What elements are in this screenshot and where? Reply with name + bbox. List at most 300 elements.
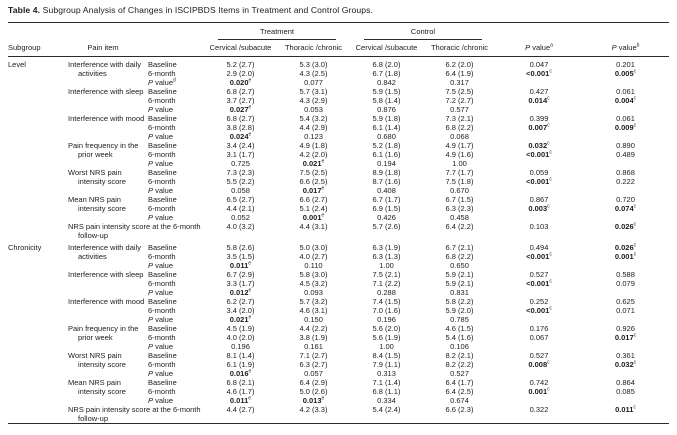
value-cell: 0.194 bbox=[377, 159, 396, 168]
value-cell: 0.005$^c$ bbox=[614, 68, 637, 78]
column-header-pain-item: Pain item bbox=[58, 40, 148, 57]
value-cell: 0.831 bbox=[450, 288, 469, 297]
spanner-spacer-right bbox=[496, 23, 669, 41]
measure-cell: 6-month bbox=[148, 69, 176, 78]
value-cell: 0.150 bbox=[304, 315, 323, 324]
value-cell: 6.7 (2.1) bbox=[445, 243, 474, 252]
value-cell: 3.8 (1.9) bbox=[299, 333, 328, 342]
value-cell: 7.5 (1.8) bbox=[445, 177, 474, 186]
measure-cell: Baseline bbox=[148, 168, 177, 177]
value-cell: 0.123 bbox=[304, 132, 323, 141]
value-cell: 7.1 (2.2) bbox=[372, 279, 401, 288]
value-cell: 0.008$^c$ bbox=[528, 359, 550, 369]
value-cell: 3.5 (1.5) bbox=[226, 252, 255, 261]
measure-cell: P value bbox=[148, 342, 174, 351]
value-cell: 0.222 bbox=[616, 177, 635, 186]
value-cell: 0.026$^c$ bbox=[614, 242, 637, 252]
value-cell: 4.6 (3.1) bbox=[299, 306, 328, 315]
value-cell: 0.093 bbox=[304, 288, 323, 297]
value-cell: 0.494 bbox=[529, 243, 549, 252]
value-cell: 0.842 bbox=[377, 78, 396, 87]
value-cell: 3.7 (2.7) bbox=[226, 96, 255, 105]
pain-item-cell: Interference with sleep bbox=[68, 270, 144, 279]
value-cell: 0.742 bbox=[529, 378, 549, 387]
value-cell: 7.0 (1.6) bbox=[372, 306, 401, 315]
value-cell bbox=[496, 186, 582, 195]
column-header-measure bbox=[148, 40, 204, 57]
control-group-header bbox=[350, 23, 496, 41]
value-cell: 5.9 (1.8) bbox=[372, 114, 401, 123]
value-cell: 0.322 bbox=[529, 405, 549, 414]
measure-cell: P value bbox=[148, 186, 174, 195]
value-cell: 0.007$^c$ bbox=[528, 122, 550, 132]
measure-cell: 6-month bbox=[148, 252, 176, 261]
value-cell: 0.077 bbox=[304, 78, 323, 87]
measure-cell: Baseline bbox=[148, 351, 177, 360]
value-cell bbox=[496, 213, 582, 222]
measure-cell: Baseline bbox=[148, 87, 177, 96]
value-cell: 1.00 bbox=[452, 159, 467, 168]
value-cell: 0.014$^c$ bbox=[528, 95, 550, 105]
value-cell: 0.890 bbox=[616, 141, 635, 150]
value-cell: 5.5 (2.2) bbox=[226, 177, 255, 186]
value-cell: 0.011e bbox=[229, 260, 252, 270]
value-cell: 0.864 bbox=[616, 378, 635, 387]
measure-cell: P value$^d$ bbox=[148, 77, 176, 87]
value-cell: 1.00 bbox=[379, 261, 394, 270]
table-number-label: Table 4. bbox=[8, 5, 41, 15]
value-cell: 5.9 (2.0) bbox=[445, 306, 474, 315]
value-cell: 0.026$^c$ bbox=[614, 221, 637, 231]
value-cell: 5.1 (2.4) bbox=[299, 204, 328, 213]
value-cell: 5.4 (1.6) bbox=[445, 333, 474, 342]
value-cell: 0.061 bbox=[616, 114, 635, 123]
value-cell: 0.053 bbox=[304, 105, 323, 114]
value-cell bbox=[496, 159, 582, 168]
measure-cell: P value bbox=[148, 396, 174, 405]
value-cell: 0.032$^c$ bbox=[528, 140, 550, 150]
value-cell: 0.011$^c$ bbox=[615, 404, 636, 414]
value-cell: 0.625 bbox=[616, 297, 635, 306]
value-cell: 6.6 (2.3) bbox=[445, 405, 474, 414]
column-header-p-value-a: P value$^a$ bbox=[496, 40, 582, 57]
value-cell: 0.196 bbox=[231, 342, 250, 351]
value-cell: 5.7 (3.1) bbox=[299, 87, 328, 96]
value-cell: 0.176 bbox=[529, 324, 549, 333]
value-cell: 0.012e bbox=[229, 287, 252, 297]
pain-item-cell: Worst NRS pain intensity score bbox=[68, 351, 126, 369]
column-header-treatment-cervical: Cervical /subacute bbox=[204, 40, 277, 57]
value-cell: 0.068 bbox=[450, 132, 469, 141]
table-row bbox=[8, 378, 669, 387]
value-cell: 7.5 (2.5) bbox=[445, 87, 474, 96]
measure-cell: 6-month bbox=[148, 150, 176, 159]
table-row bbox=[8, 195, 669, 204]
value-cell: 0.876 bbox=[377, 105, 396, 114]
value-cell: 3.8 (2.8) bbox=[226, 123, 255, 132]
value-cell bbox=[496, 261, 582, 270]
value-cell: 0.021e bbox=[302, 158, 325, 168]
measure-cell: P value bbox=[148, 315, 174, 324]
value-cell: 8.2 (2.1) bbox=[445, 351, 474, 360]
value-cell: 0.196 bbox=[377, 315, 396, 324]
value-cell: 0.103 bbox=[529, 222, 549, 231]
value-cell: 6.3 (1.9) bbox=[372, 243, 401, 252]
value-cell: 6.6 (2.5) bbox=[299, 177, 328, 186]
value-cell: 6.4 (2.5) bbox=[445, 387, 474, 396]
value-cell: 0.201 bbox=[616, 60, 635, 69]
measure-cell: 6-month bbox=[148, 387, 176, 396]
value-cell bbox=[582, 213, 669, 222]
value-cell: 5.9 (2.1) bbox=[445, 279, 474, 288]
value-cell bbox=[496, 396, 582, 405]
value-cell: 3.4 (2.4) bbox=[226, 141, 255, 150]
value-cell: 5.3 (3.0) bbox=[299, 60, 328, 69]
pain-item-cell: Worst NRS pain intensity score bbox=[68, 168, 126, 186]
value-cell: 6.3 (2.7) bbox=[299, 360, 328, 369]
table-row bbox=[8, 222, 669, 240]
pain-item-cell: Interference with sleep bbox=[68, 87, 144, 96]
value-cell: 0.288 bbox=[377, 288, 396, 297]
value-cell: 0.071 bbox=[616, 306, 635, 315]
measure-cell: P value bbox=[148, 369, 174, 378]
value-cell: 0.426 bbox=[377, 213, 396, 222]
measure-cell: 6-month bbox=[148, 177, 176, 186]
value-cell: 6.8 (2.7) bbox=[226, 87, 255, 96]
value-cell: 0.399 bbox=[529, 114, 549, 123]
value-cell: 0.032$^c$ bbox=[614, 359, 637, 369]
measure-cell: P value bbox=[148, 213, 174, 222]
value-cell: 4.5 (3.2) bbox=[299, 279, 328, 288]
measure-cell: 6-month bbox=[148, 204, 176, 213]
value-cell: <0.001$^c$ bbox=[526, 149, 552, 159]
value-cell: 5.8 (2.2) bbox=[445, 297, 474, 306]
value-cell bbox=[496, 78, 582, 87]
value-cell: 6.4 (1.7) bbox=[445, 378, 474, 387]
pain-item-cell: NRS pain intensity score at the 6-month follow-up bbox=[68, 405, 201, 423]
value-cell: 0.020e bbox=[229, 77, 252, 87]
value-cell: 0.079 bbox=[616, 279, 635, 288]
measure-cell: 6-month bbox=[148, 279, 176, 288]
value-cell: 4.9 (1.6) bbox=[445, 150, 474, 159]
value-cell: 0.024e bbox=[229, 131, 252, 141]
value-cell: 8.1 (1.4) bbox=[226, 351, 255, 360]
value-cell: 6.7 (1.5) bbox=[445, 195, 474, 204]
value-cell: <0.001$^c$ bbox=[526, 305, 552, 315]
value-cell bbox=[582, 186, 669, 195]
value-cell: 8.4 (1.5) bbox=[372, 351, 401, 360]
value-cell: 5.0 (3.0) bbox=[299, 243, 328, 252]
value-cell: 0.021e bbox=[229, 314, 252, 324]
value-cell: 0.009$^c$ bbox=[614, 122, 637, 132]
table-title bbox=[8, 5, 669, 16]
value-cell: 8.7 (1.6) bbox=[372, 177, 401, 186]
value-cell: 3.3 (1.7) bbox=[226, 279, 255, 288]
table-row bbox=[8, 240, 669, 252]
pain-item-cell: Pain frequency in the prior week bbox=[68, 141, 139, 159]
value-cell: 6.2 (2.7) bbox=[226, 297, 255, 306]
value-cell: 0.317 bbox=[450, 78, 469, 87]
value-cell bbox=[582, 396, 669, 405]
value-cell: 7.3 (2.1) bbox=[445, 114, 474, 123]
value-cell: 0.016e bbox=[229, 368, 252, 378]
value-cell: 6.8 (2.2) bbox=[445, 252, 474, 261]
value-cell: 6.7 (1.8) bbox=[372, 69, 401, 78]
value-cell: 4.0 (2.7) bbox=[299, 252, 328, 261]
table-row bbox=[8, 114, 669, 123]
pain-item-cell: Interference with mood bbox=[68, 297, 145, 306]
value-cell bbox=[496, 315, 582, 324]
value-cell: 0.527 bbox=[529, 351, 549, 360]
table-row bbox=[8, 351, 669, 360]
value-cell: 8.2 (2.2) bbox=[445, 360, 474, 369]
pain-item-cell: Mean NRS pain intensity score bbox=[68, 378, 126, 396]
value-cell: 4.4 (2.2) bbox=[299, 324, 328, 333]
value-cell: 6.2 (2.0) bbox=[445, 60, 474, 69]
value-cell bbox=[582, 288, 669, 297]
table-title-text: Subgroup Analysis of Changes in ISCIPBDS Items in Treatment and Control Groups. bbox=[42, 5, 373, 15]
value-cell: 6.6 (2.7) bbox=[299, 195, 328, 204]
value-cell: 1.00 bbox=[379, 342, 394, 351]
value-cell: 6.4 (2.9) bbox=[299, 378, 328, 387]
value-cell: 4.5 (1.9) bbox=[226, 324, 255, 333]
value-cell: 0.577 bbox=[450, 105, 469, 114]
value-cell: 2.9 (2.0) bbox=[226, 69, 255, 78]
value-cell: 7.5 (2.1) bbox=[372, 270, 401, 279]
subgroup-cell: Chronicity bbox=[8, 243, 42, 252]
value-cell: 7.9 (1.1) bbox=[372, 360, 401, 369]
value-cell bbox=[582, 159, 669, 168]
value-cell: 7.2 (2.7) bbox=[445, 96, 474, 105]
value-cell: 7.1 (1.4) bbox=[372, 378, 401, 387]
value-cell: 0.868 bbox=[616, 168, 635, 177]
column-header-control-thoracic: Thoracic /chronic bbox=[423, 40, 496, 57]
group-spanner-row bbox=[8, 23, 669, 41]
value-cell bbox=[496, 369, 582, 378]
value-cell: 0.001$^c$ bbox=[528, 386, 550, 396]
value-cell: 5.4 (3.2) bbox=[299, 114, 328, 123]
value-cell: 0.067 bbox=[529, 333, 549, 342]
table-row bbox=[8, 168, 669, 177]
value-cell: 0.458 bbox=[450, 213, 469, 222]
value-cell: 4.3 (2.9) bbox=[299, 96, 328, 105]
value-cell: 8.9 (1.8) bbox=[372, 168, 401, 177]
value-cell: 0.052 bbox=[231, 213, 250, 222]
measure-cell: P value bbox=[148, 261, 174, 270]
table-body bbox=[8, 57, 669, 424]
pain-item-cell: Interference with daily activities bbox=[68, 60, 141, 78]
value-cell: 6.8 (2.2) bbox=[445, 123, 474, 132]
value-cell: 0.161 bbox=[304, 342, 323, 351]
value-cell: 0.427 bbox=[529, 87, 549, 96]
value-cell: 3.4 (2.0) bbox=[226, 306, 255, 315]
value-cell: 0.720 bbox=[616, 195, 635, 204]
value-cell: 0.013e bbox=[302, 395, 325, 405]
value-cell: 6.8 (2.7) bbox=[226, 114, 255, 123]
measure-cell: P value bbox=[148, 105, 174, 114]
value-cell: 0.004$^c$ bbox=[614, 95, 637, 105]
value-cell: 0.047 bbox=[529, 60, 549, 69]
measure-cell: Baseline bbox=[148, 297, 177, 306]
value-cell: 4.2 (2.0) bbox=[299, 150, 328, 159]
value-cell: 7.7 (1.7) bbox=[445, 168, 474, 177]
value-cell: 0.313 bbox=[377, 369, 396, 378]
value-cell: 0.110 bbox=[304, 261, 323, 270]
value-cell: 6.8 (2.1) bbox=[226, 378, 255, 387]
value-cell: 6.1 (1.4) bbox=[372, 123, 401, 132]
value-cell: 0.408 bbox=[377, 186, 396, 195]
value-cell bbox=[496, 105, 582, 114]
value-cell: 4.4 (2.1) bbox=[226, 204, 255, 213]
value-cell: 4.2 (3.3) bbox=[299, 405, 328, 414]
value-cell: 5.9 (1.5) bbox=[372, 87, 401, 96]
value-cell bbox=[582, 342, 669, 351]
spanner-spacer bbox=[8, 23, 204, 41]
pain-item-cell: Mean NRS pain intensity score bbox=[68, 195, 126, 213]
value-cell: <0.001$^c$ bbox=[526, 68, 552, 78]
value-cell: 0.061 bbox=[616, 87, 635, 96]
value-cell: 7.4 (1.5) bbox=[372, 297, 401, 306]
value-cell: 6.4 (2.2) bbox=[445, 222, 474, 231]
value-cell bbox=[582, 315, 669, 324]
measure-cell: Baseline bbox=[148, 114, 177, 123]
subgroup-analysis-table bbox=[8, 22, 669, 424]
value-cell: 0.926 bbox=[616, 324, 635, 333]
column-header-p-value-b: P value$^b$ bbox=[582, 40, 669, 57]
value-cell: 5.0 (2.6) bbox=[299, 387, 328, 396]
value-cell bbox=[582, 105, 669, 114]
table-row bbox=[8, 324, 669, 333]
value-cell: 6.1 (1.9) bbox=[226, 360, 255, 369]
value-cell: 5.7 (3.2) bbox=[299, 297, 328, 306]
value-cell: 6.3 (2.3) bbox=[445, 204, 474, 213]
value-cell: 0.074$^c$ bbox=[614, 203, 637, 213]
value-cell: 5.8 (1.4) bbox=[372, 96, 401, 105]
value-cell: 5.6 (1.9) bbox=[372, 333, 401, 342]
measure-cell: 6-month bbox=[148, 360, 176, 369]
value-cell: 0.650 bbox=[450, 261, 469, 270]
measure-cell: 6-month bbox=[148, 96, 176, 105]
table-row bbox=[8, 405, 669, 424]
measure-cell: P value bbox=[148, 288, 174, 297]
measure-cell: Baseline bbox=[148, 195, 177, 204]
value-cell: 0.011e bbox=[229, 395, 252, 405]
column-header-treatment-thoracic: Thoracic /chronic bbox=[277, 40, 350, 57]
table-row bbox=[8, 297, 669, 306]
value-cell: 6.5 (2.7) bbox=[226, 195, 255, 204]
value-cell: 7.5 (2.5) bbox=[299, 168, 328, 177]
value-cell: 5.2 (1.8) bbox=[372, 141, 401, 150]
value-cell: 4.4 (2.7) bbox=[226, 405, 255, 414]
value-cell: 0.085 bbox=[616, 387, 635, 396]
control-group-label: Control bbox=[364, 27, 482, 40]
measure-cell: 6-month bbox=[148, 333, 176, 342]
value-cell: 0.252 bbox=[529, 297, 549, 306]
value-cell: 0.058 bbox=[231, 186, 250, 195]
value-cell: 0.680 bbox=[377, 132, 396, 141]
value-cell: 0.057 bbox=[304, 369, 323, 378]
value-cell: 0.527 bbox=[450, 369, 469, 378]
value-cell: 5.9 (2.1) bbox=[445, 270, 474, 279]
value-cell bbox=[582, 78, 669, 87]
value-cell: <0.001$^c$ bbox=[526, 278, 552, 288]
measure-cell: Baseline bbox=[148, 324, 177, 333]
value-cell: 5.2 (2.7) bbox=[226, 60, 255, 69]
value-cell: 4.0 (2.0) bbox=[226, 333, 255, 342]
value-cell: 6.3 (1.3) bbox=[372, 252, 401, 261]
value-cell: 5.6 (2.0) bbox=[372, 324, 401, 333]
value-cell: 4.9 (1.8) bbox=[299, 141, 328, 150]
value-cell: 6.7 (2.9) bbox=[226, 270, 255, 279]
measure-cell: 6-month bbox=[148, 123, 176, 132]
value-cell: 0.674 bbox=[450, 396, 469, 405]
measure-cell: 6-month bbox=[148, 306, 176, 315]
value-cell: 0.785 bbox=[450, 315, 469, 324]
value-cell: 6.9 (1.5) bbox=[372, 204, 401, 213]
value-cell: 0.027e bbox=[229, 104, 252, 114]
measure-cell: Baseline bbox=[148, 141, 177, 150]
value-cell: 4.4 (2.9) bbox=[299, 123, 328, 132]
value-cell: 7.3 (2.3) bbox=[226, 168, 255, 177]
value-cell bbox=[496, 342, 582, 351]
value-cell: 4.6 (1.7) bbox=[226, 387, 255, 396]
value-cell: 3.1 (1.7) bbox=[226, 150, 255, 159]
table-row bbox=[8, 141, 669, 150]
table-row bbox=[8, 270, 669, 279]
value-cell bbox=[496, 132, 582, 141]
value-cell: 5.8 (3.0) bbox=[299, 270, 328, 279]
value-cell: 0.017e bbox=[302, 185, 325, 195]
column-header-control-cervical: Cervical /subacute bbox=[350, 40, 423, 57]
value-cell: 6.1 (1.6) bbox=[372, 150, 401, 159]
column-header-row bbox=[8, 40, 669, 57]
measure-cell: P value bbox=[148, 159, 174, 168]
pain-item-cell: Interference with mood bbox=[68, 114, 145, 123]
value-cell: 5.8 (2.6) bbox=[226, 243, 255, 252]
value-cell bbox=[496, 288, 582, 297]
value-cell: 0.001e bbox=[302, 212, 325, 222]
value-cell: 6.8 (2.0) bbox=[372, 60, 401, 69]
value-cell: 4.3 (2.5) bbox=[299, 69, 328, 78]
value-cell: <0.001$^c$ bbox=[526, 176, 552, 186]
value-cell: 0.588 bbox=[616, 270, 635, 279]
measure-cell: Baseline bbox=[148, 243, 177, 252]
value-cell: 0.725 bbox=[231, 159, 250, 168]
value-cell bbox=[582, 261, 669, 270]
treatment-group-header bbox=[204, 23, 350, 41]
pain-item-cell: NRS pain intensity score at the 6-month follow-up bbox=[68, 222, 201, 240]
treatment-group-label: Treatment bbox=[218, 27, 336, 40]
value-cell: 6.7 (1.7) bbox=[372, 195, 401, 204]
measure-cell: Baseline bbox=[148, 378, 177, 387]
value-cell: 0.489 bbox=[616, 150, 635, 159]
measure-cell: Baseline bbox=[148, 270, 177, 279]
value-cell: 4.4 (3.1) bbox=[299, 222, 328, 231]
measure-cell: Baseline bbox=[148, 60, 177, 69]
value-cell: 0.017$^c$ bbox=[614, 332, 637, 342]
measure-cell: P value bbox=[148, 132, 174, 141]
table-row bbox=[8, 57, 669, 70]
value-cell: 6.4 (1.9) bbox=[445, 69, 474, 78]
value-cell: 0.106 bbox=[450, 342, 469, 351]
table-row bbox=[8, 87, 669, 96]
value-cell: 0.001$^c$ bbox=[614, 251, 637, 261]
value-cell bbox=[582, 369, 669, 378]
value-cell bbox=[582, 132, 669, 141]
value-cell: 4.9 (1.7) bbox=[445, 141, 474, 150]
value-cell: 5.4 (2.4) bbox=[372, 405, 401, 414]
table-header bbox=[8, 23, 669, 57]
